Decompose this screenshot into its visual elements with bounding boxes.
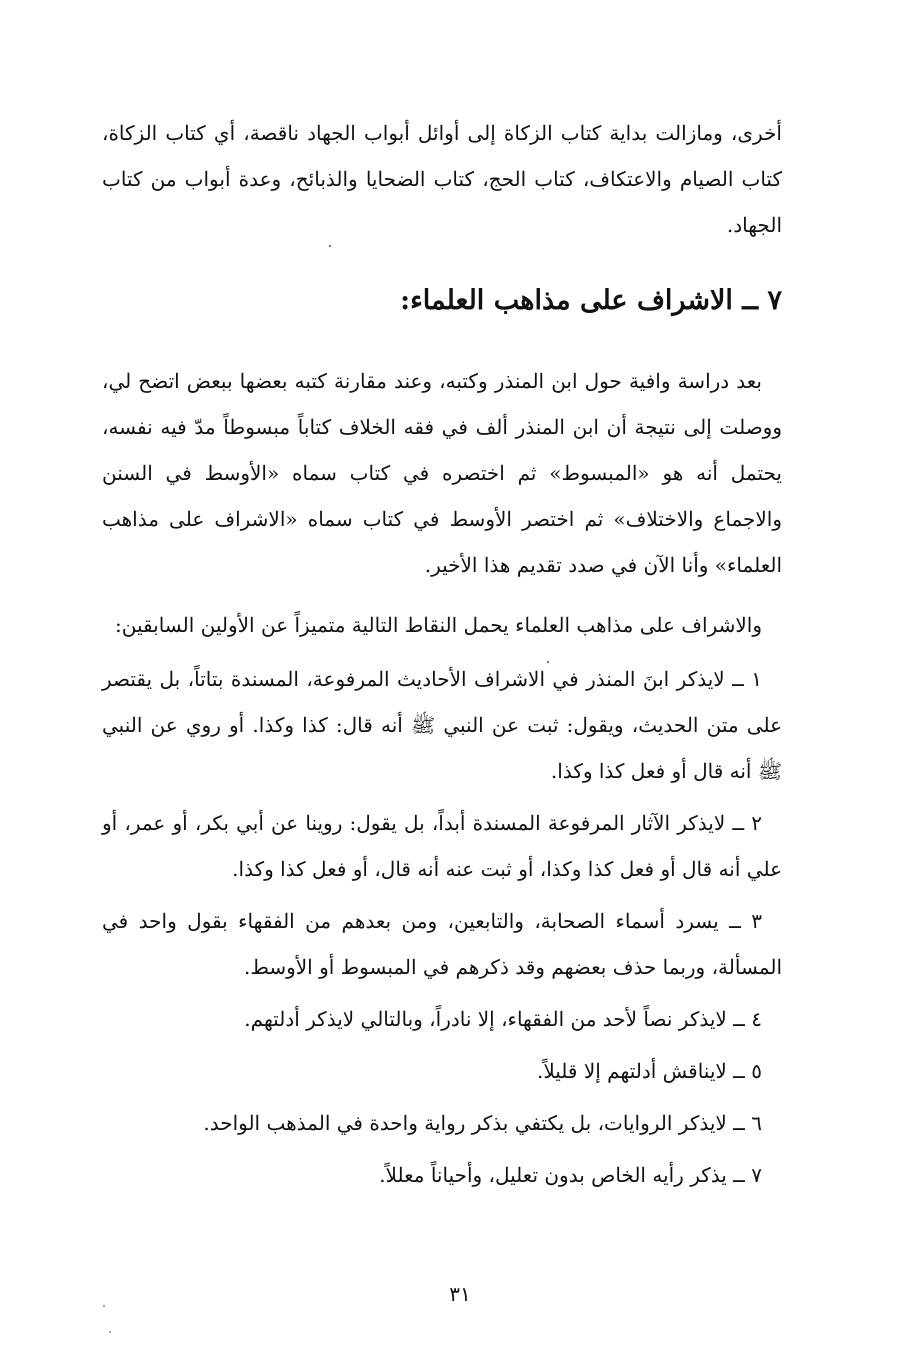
list-item: ١ ــ لايذكر ابنَ المنذر في الاشراف الأحاديث المرفوعة، المسندة بتاتاً، بل يقتصر على متن الحديث، ويقول: ثبت عن النبي ﷺ أنه قال: كذا وكذا. أو روي عن النبي ﷺ أنه قال أو فعل كذا وكذا. <box>102 667 782 783</box>
body-paragraph-2: والاشراف على مذاهب العلماء يحمل النقاط التالية متميزاً عن الأولين السابقين: <box>115 613 762 637</box>
list-item: ٤ ــ لايذكر نصاً لأحد من الفقهاء، إلا نادراً، وبالتالي لايذكر أدلتهم. <box>244 1007 762 1031</box>
intro-paragraph: أخرى، ومازالت بداية كتاب الزكاة إلى أوائل أبواب الجهاد ناقصة، أي كتاب الزكاة، كتاب الصيام والاعتكاف، كتاب الحج، كتاب الضحايا والذبائح، وعدة أبواب من كتاب الجهاد. <box>102 121 782 237</box>
list-item: ٢ ــ لايذكر الآثار المرفوعة المسندة أبداً، بل يقول: روينا عن أبي بكر، أو عمر، أو علي أنه قال أو فعل كذا وكذا، أو ثبت عنه أنه قال، أو فعل كذا وكذا. <box>102 811 782 881</box>
list-item: ٧ ــ يذكر رأيه الخاص بدون تعليل، وأحياناً معللاً. <box>379 1163 762 1187</box>
list-item: ٥ ــ لايناقش أدلتهم إلا قليلاً. <box>536 1059 762 1083</box>
body-paragraph-1: بعد دراسة وافية حول ابن المنذر وكتبه، وعند مقارنة كتبه بعضها ببعض اتضح لي، ووصلت إلى نتيجة أن ابن المنذر ألف في فقه الخلاف كتاباً مبسوطاً مدّ فيه نفسه، يحتمل أنه هو «المبسوط» ثم اختصره في كتاب سماه «الأوسط في السنن والاجماع والاختلاف» ثم اختصر الأوسط في كتاب سماه «الاشراف على مذاهب العلماء» وأنا الآن في صدد تقديم هذا الأخير. <box>102 369 783 577</box>
section-heading: ٧ ــ الاشراف على مذاهب العلماء: <box>400 285 782 316</box>
list-item: ٣ ــ يسرد أسماء الصحابة، والتابعين، ومن بعدهم من الفقهاء بقول واحد في المسألة، وربما حذف بعضهم وقد ذكرهم في المبسوط أو الأوسط. <box>102 909 782 979</box>
page-number: ٣١ <box>449 1282 471 1306</box>
list-item: ٦ ــ لايذكر الروايات، بل يكتفي بذكر رواية واحدة في المذهب الواحد. <box>203 1111 762 1135</box>
